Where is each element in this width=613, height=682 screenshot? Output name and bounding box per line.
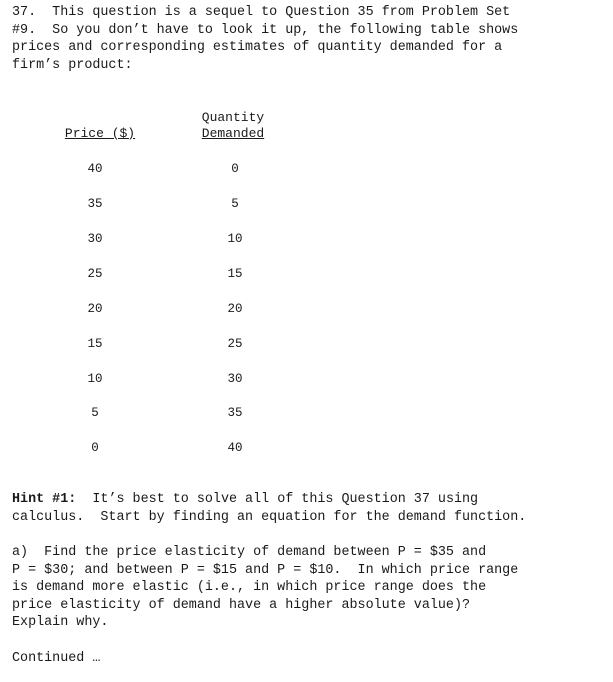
intro-line-2: #9. So you don’t have to look it up, the following table shows [12, 22, 519, 38]
part-a-line-3: is demand more elastic (i.e., in which price range does the [12, 580, 487, 595]
quantity-cell: 5 [231, 197, 239, 211]
intro-line-1: 37. This question is a sequel to Question 35 from Problem Set [12, 5, 511, 20]
hint-label: Hint #1: [12, 492, 77, 507]
part-a-line-1: a) Find the price elasticity of demand between P = $35 and [12, 545, 487, 560]
intro-line-3: prices and corresponding estimates of quantity demanded for a [12, 40, 503, 55]
price-cell: 10 [87, 372, 103, 386]
part-a-line-4: price elasticity of demand have a higher absolute value)? [12, 597, 471, 613]
quantity-cell: 10 [227, 232, 243, 246]
hint-paragraph [12, 491, 607, 526]
hint-line-2: calculus. Start by finding an equation for the demand function. [12, 509, 527, 525]
price-cell: 0 [91, 441, 99, 455]
quantity-cell: 40 [227, 441, 243, 455]
price-cell: 15 [87, 337, 103, 351]
price-cell: 5 [91, 406, 99, 420]
quantity-cell: 35 [227, 406, 243, 420]
quantity-header-line-2: Demanded [201, 126, 265, 141]
price-cell: 20 [87, 302, 103, 316]
price-cell: 25 [87, 267, 103, 281]
question-intro [12, 4, 607, 74]
part-a-line-5: Explain why. [12, 615, 109, 630]
price-cell: 40 [87, 162, 103, 176]
part-a-paragraph [12, 544, 607, 632]
intro-line-4: firm’s product: [12, 57, 133, 73]
part-a-line-2: P = $30; and between P = $15 and P = $10. In which price range [12, 562, 519, 578]
price-cell: 35 [87, 197, 103, 211]
quantity-cell: 0 [231, 162, 239, 176]
hint-line-1: It’s best to solve all of this Question 37 using [76, 492, 479, 507]
quantity-header-line-1: Quantity [201, 110, 265, 125]
quantity-cell: 30 [227, 372, 243, 386]
price-cell: 30 [87, 232, 103, 246]
quantity-cell: 15 [227, 267, 243, 281]
quantity-column-header [190, 110, 276, 142]
price-column-header [58, 126, 142, 142]
quantity-cell: 20 [227, 302, 243, 316]
continued-label: Continued … [12, 651, 101, 666]
price-header-label: Price ($) [64, 126, 136, 141]
quantity-cell: 25 [227, 337, 243, 351]
